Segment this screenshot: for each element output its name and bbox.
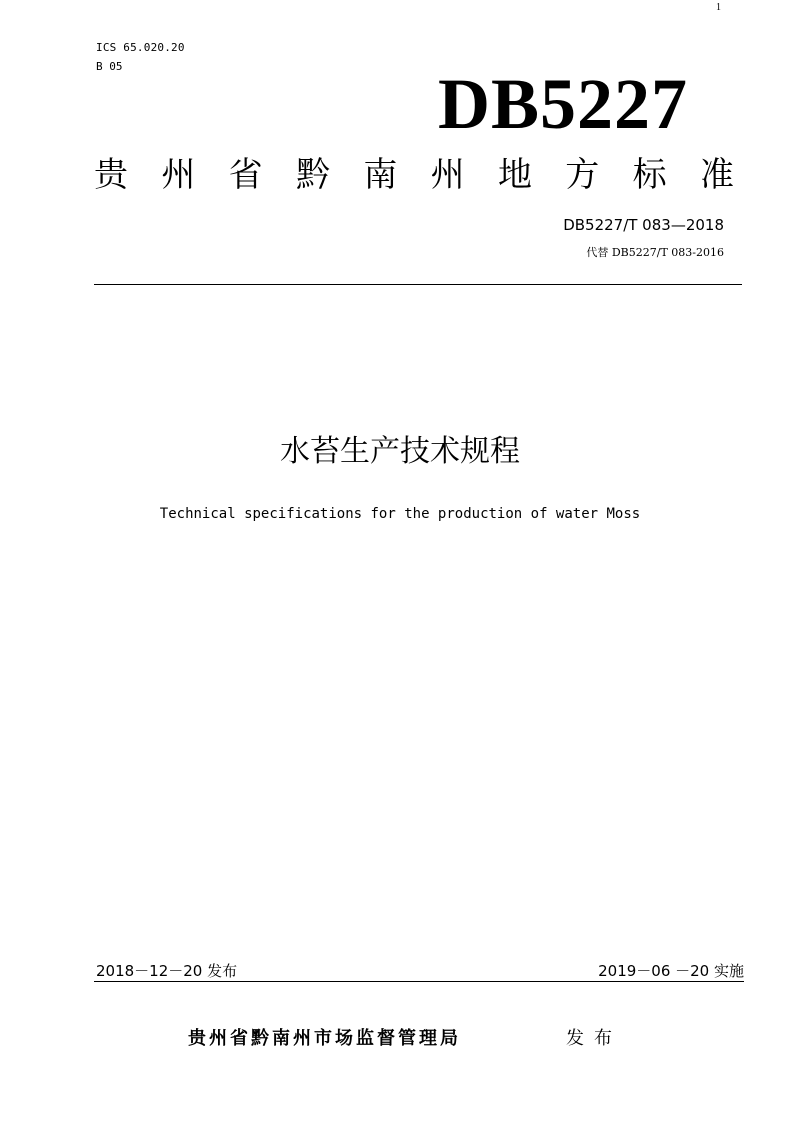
category-char: 地 — [497, 155, 532, 195]
category-char: 贵 — [94, 155, 128, 195]
category-char: 州 — [430, 155, 465, 195]
replaces-standard: 代替 DB5227/T 083-2016 — [586, 246, 724, 259]
header-divider — [94, 284, 742, 285]
classification-code: B 05 — [96, 60, 123, 73]
page-number: 1 — [716, 2, 721, 13]
implementation-date: 2019－06 －20 实施 — [598, 962, 744, 980]
category-char: 州 — [161, 155, 196, 195]
category-char: 标 — [632, 155, 667, 195]
issue-date: 2018－12－20 发布 — [96, 962, 238, 980]
document-title-english: Technical specifications for the production of water Moss — [159, 506, 641, 522]
publish-action: 发布 — [566, 1028, 622, 1049]
document-title: 水苔生产技术规程 — [280, 434, 520, 469]
publisher: 贵州省黔南州市场监督管理局 — [188, 1028, 461, 1049]
standard-category — [94, 152, 734, 198]
ics-code: ICS 65.020.20 — [96, 41, 185, 54]
category-char: 省 — [228, 155, 263, 195]
category-char: 准 — [699, 155, 734, 195]
dates-divider — [94, 981, 744, 982]
category-char: 南 — [363, 155, 398, 195]
category-char: 方 — [565, 155, 600, 195]
standard-number: DB5227/T 083—2018 — [563, 216, 724, 234]
category-char: 黔 — [295, 155, 330, 195]
standard-logo: DB5227 — [438, 64, 689, 144]
